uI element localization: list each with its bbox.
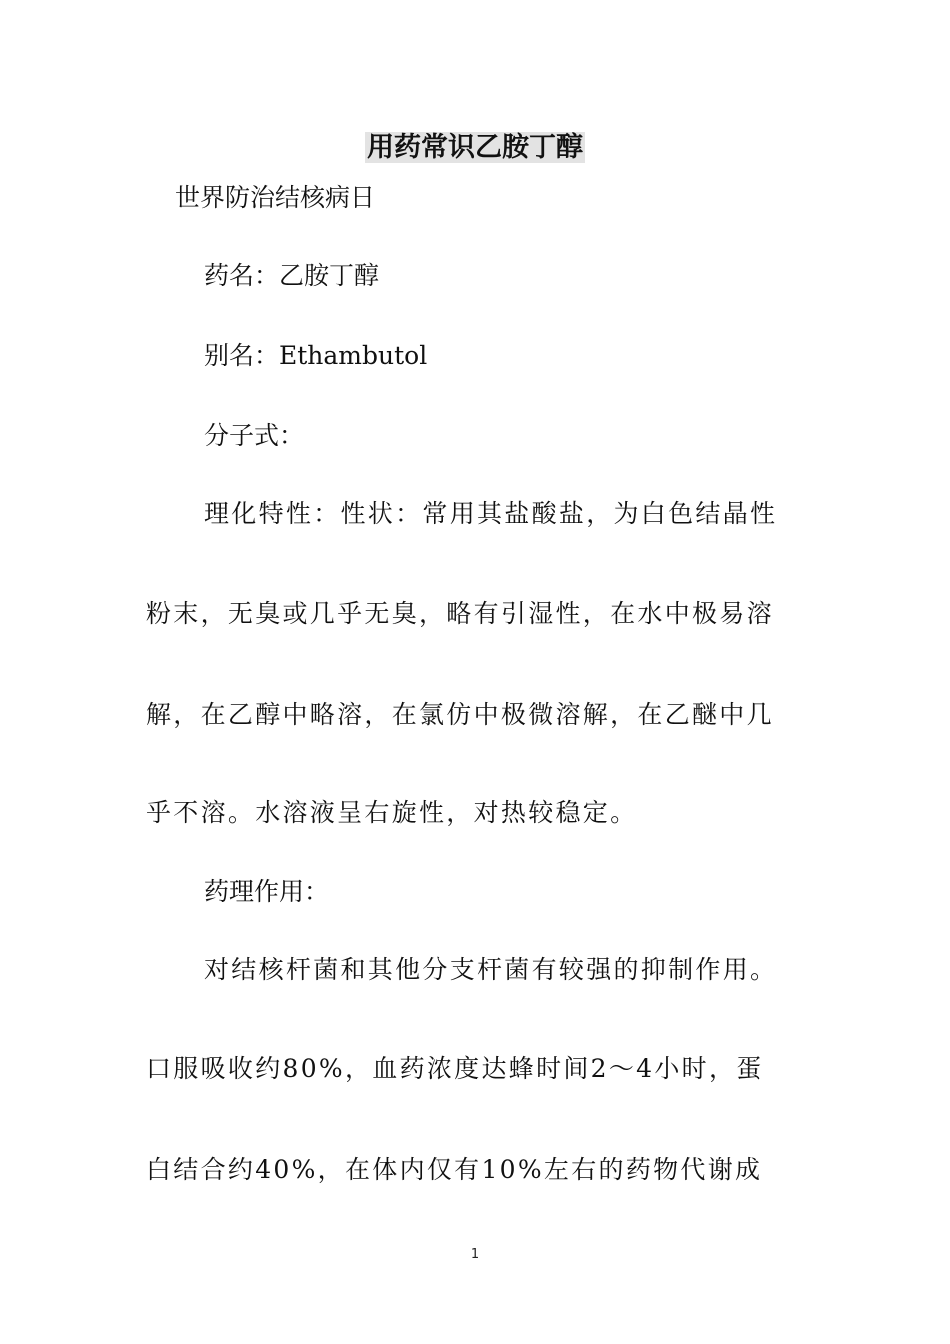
properties-line-4: 乎不溶。水溶液呈右旋性，对热较稳定。: [146, 798, 638, 827]
pharmacology-line-1: 对结核杆菌和其他分支杆菌有较强的抑制作用。: [204, 955, 778, 984]
page-number: 1: [470, 1247, 480, 1262]
subtitle: 世界防治结核病日: [175, 183, 376, 212]
document-title-text: 用药常识乙胺丁醇: [367, 132, 583, 163]
drug-alias: 别名：Ethambutol: [204, 341, 428, 370]
document-title: [0, 128, 950, 168]
properties-line-2: 粉末，无臭或几乎无臭，略有引湿性，在水中极易溶: [146, 599, 774, 628]
properties-line-3: 解，在乙醇中略溶，在氯仿中极微溶解，在乙醚中几: [146, 700, 774, 729]
properties-line-1: 理化特性：性状：常用其盐酸盐，为白色结晶性: [204, 499, 778, 528]
drug-name: 药名：乙胺丁醇: [204, 261, 380, 290]
pharmacology-heading: 药理作用：: [204, 877, 330, 906]
molecular-formula: 分子式：: [204, 421, 305, 450]
pharmacology-line-2: 口服吸收约80%，血药浓度达蜂时间2～4小时，蛋: [146, 1054, 764, 1083]
pharmacology-line-3: 白结合约40%，在体内仅有10%左右的药物代谢成: [146, 1155, 763, 1184]
